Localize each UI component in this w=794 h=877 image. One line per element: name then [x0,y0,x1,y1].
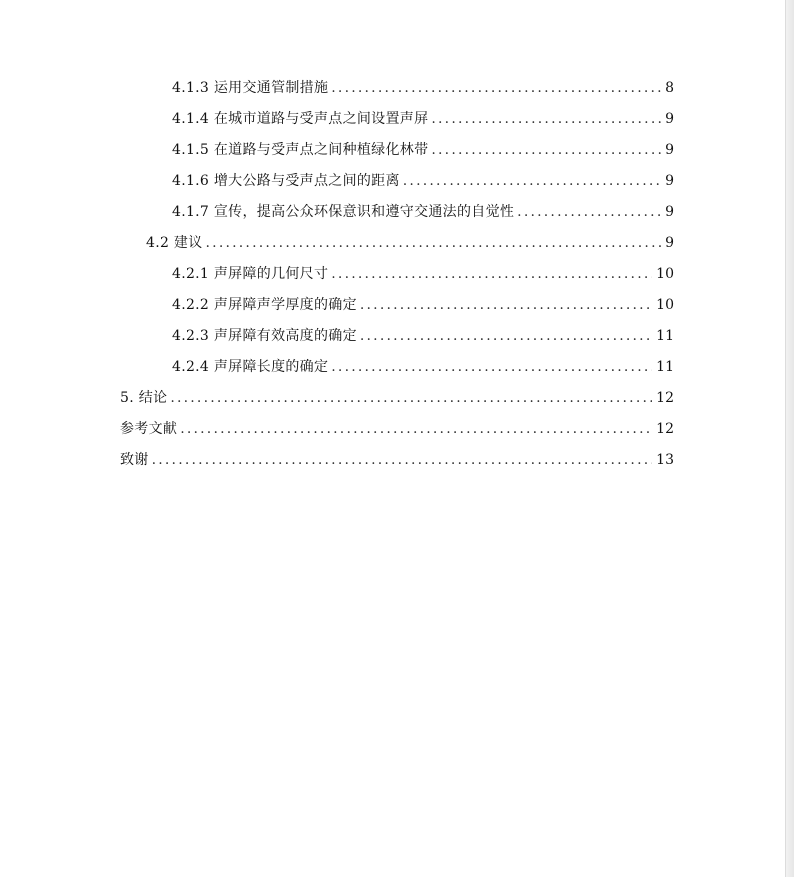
toc-dot-leader [431,108,661,130]
toc-page-number: 8 [665,80,674,96]
toc-page-number: 11 [656,328,674,344]
toc-entry-4-1-4[interactable] [172,108,674,130]
toc-dot-leader [331,356,652,378]
toc-page-number: 12 [656,390,674,406]
toc-dot-leader [331,263,652,285]
toc-entry-title: 4.2 建议 [146,235,203,251]
toc-entry-acknowledgements[interactable] [120,449,674,471]
toc-entry-title: 4.2.4 声屏障长度的确定 [172,359,329,375]
toc-entry-title: 4.2.1 声屏障的几何尺寸 [172,266,329,282]
toc-dot-leader [152,449,653,471]
toc-dot-leader [360,294,652,316]
toc-page-number: 12 [656,421,674,437]
toc-dot-leader [206,232,662,254]
toc-entry-4-1-7[interactable] [172,201,674,223]
toc-entry-4-1-6[interactable] [172,170,674,192]
page-edge-shadow [785,0,794,877]
toc-entry-title: 致谢 [120,452,149,468]
toc-entry-4-2-2[interactable] [172,294,674,316]
toc-page-number: 13 [656,452,674,468]
toc-entry-title: 4.2.3 声屏障有效高度的确定 [172,328,357,344]
toc-entry-title: 4.1.3 运用交通管制措施 [172,80,329,96]
toc-entry-title: 4.1.7 宣传，提高公众环保意识和遵守交通法的自觉性 [172,204,515,220]
toc-page-number: 9 [665,142,674,158]
toc-dot-leader [180,418,652,440]
toc-entry-4-2-4[interactable] [172,356,674,378]
toc-entry-title: 4.1.6 增大公路与受声点之间的距离 [172,173,400,189]
toc-page-number: 9 [665,173,674,189]
toc-dot-leader [403,170,661,192]
toc-entry-4-2[interactable] [146,232,674,254]
toc-entry-title: 5. 结论 [120,390,168,406]
toc-dot-leader [517,201,661,223]
toc-entry-title: 4.2.2 声屏障声学厚度的确定 [172,297,357,313]
toc-page-number: 9 [665,235,674,251]
toc-dot-leader [331,77,661,99]
toc-entry-references[interactable] [120,418,674,440]
toc-entry-4-2-3[interactable] [172,325,674,347]
toc-page-number: 10 [656,266,674,282]
toc-entry-5[interactable] [120,387,674,409]
toc-page-number: 9 [665,204,674,220]
toc-entry-title: 4.1.5 在道路与受声点之间种植绿化林带 [172,142,429,158]
toc-dot-leader [360,325,652,347]
toc-dot-leader [431,139,661,161]
toc-entry-4-2-1[interactable] [172,263,674,285]
toc-dot-leader [170,387,652,409]
toc-page-number: 11 [656,359,674,375]
toc-entry-4-1-3[interactable] [172,77,674,99]
toc-page-number: 9 [665,111,674,127]
toc-entry-title: 4.1.4 在城市道路与受声点之间设置声屏 [172,111,429,127]
toc-page-number: 10 [656,297,674,313]
toc-entry-title: 参考文献 [120,421,178,437]
toc-entry-4-1-5[interactable] [172,139,674,161]
